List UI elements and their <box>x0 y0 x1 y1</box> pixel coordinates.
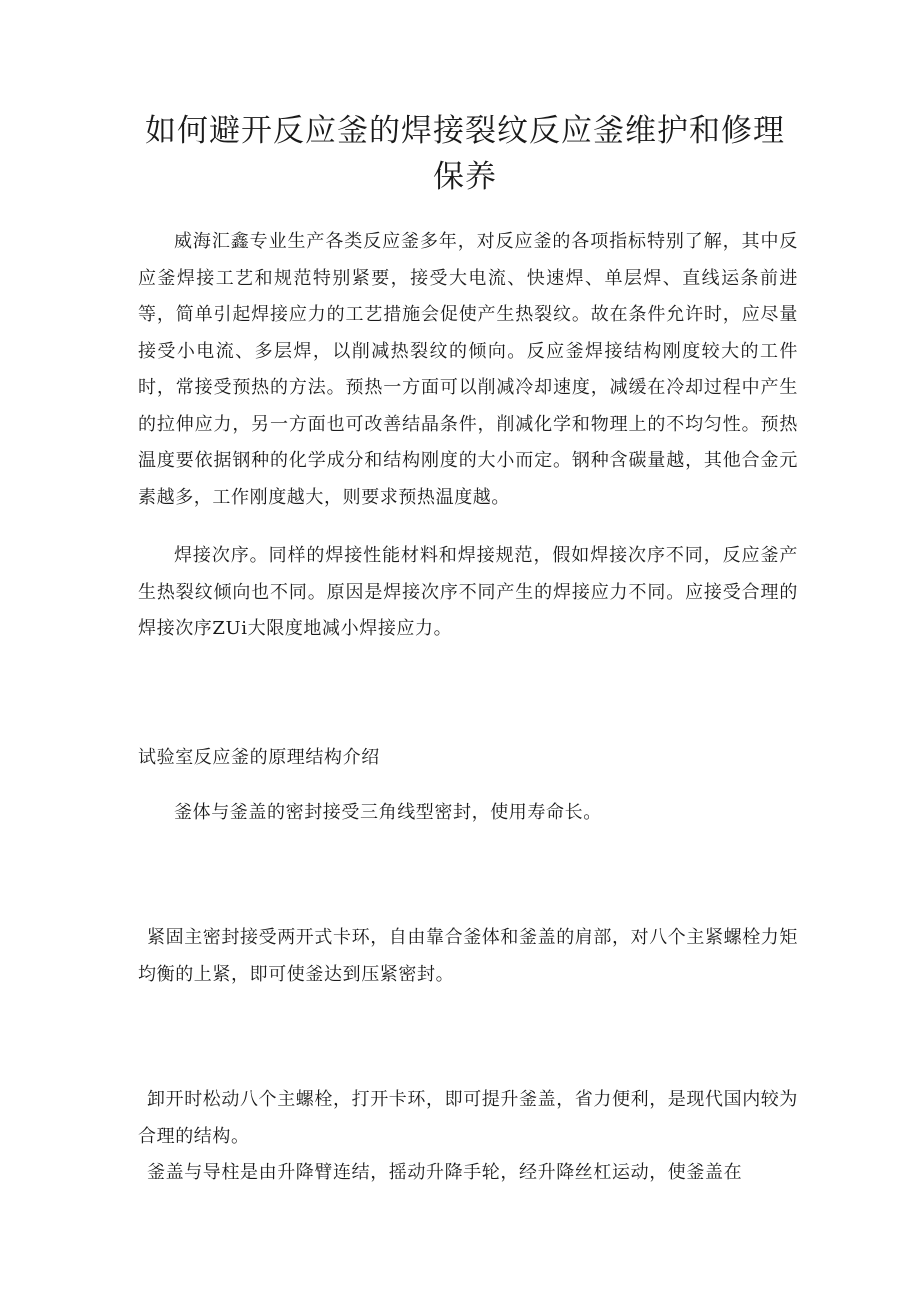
paragraph-lid-seal: 釜体与釜盖的密封接受三角线型密封，使用寿命长。 <box>174 802 602 823</box>
section-heading-lab-reactor: 试验室反应釜的原理结构介绍 <box>138 747 380 768</box>
paragraph-main-seal-clamp: 紧固主密封接受两开式卡环，自由靠合釜体和釜盖的肩部，对八个主紧螺栓力矩均衡的上紧，即可使釜达到压紧密封。 <box>138 927 798 985</box>
paragraph-unloading: 卸开时松动八个主螺栓，打开卡环，即可提升釜盖，省力便利，是现代国内较为合理的结构。 <box>138 1089 798 1147</box>
paragraph-welding-process: 威海汇鑫专业生产各类反应釜多年，对反应釜的各项指标特别了解，其中反应釜焊接工艺和规范特别紧要，接受大电流、快速焊、单层焊、直线运条前进等，简单引起焊接应力的工艺措施会促使产生热裂纹。故在条件允许时，应尽量接受小电流、多层焊，以削减热裂纹的倾向。反应釜焊接结构刚度较大的工件时，常接受预热的方法。预热一方面可以削减冷却速度，减缓在冷却过程中产生的拉伸应力，另一方面也可改善结晶条件，削减化学和物理上的不均匀性。预热温度要依据钢种的化学成分和结构刚度的大小而定。钢种含碳量越，其他合金元素越多，工作刚度越大，则要求预热温度越。 <box>138 231 798 508</box>
document-title: 如何避开反应釜的焊接裂纹反应釜维护和修理保养 <box>145 113 785 195</box>
paragraph-lid-guide: 釜盖与导柱是由升降臂连结，摇动升降手轮，经升降丝杠运动，使釜盖在 <box>147 1162 743 1183</box>
paragraph-welding-sequence: 焊接次序。同样的焊接性能材料和焊接规范，假如焊接次序不同，反应釜产生热裂纹倾向也不同。原因是焊接次序不同产生的焊接应力不同。应接受合理的焊接次序ZUi大限度地减小焊接应力。 <box>138 545 798 639</box>
